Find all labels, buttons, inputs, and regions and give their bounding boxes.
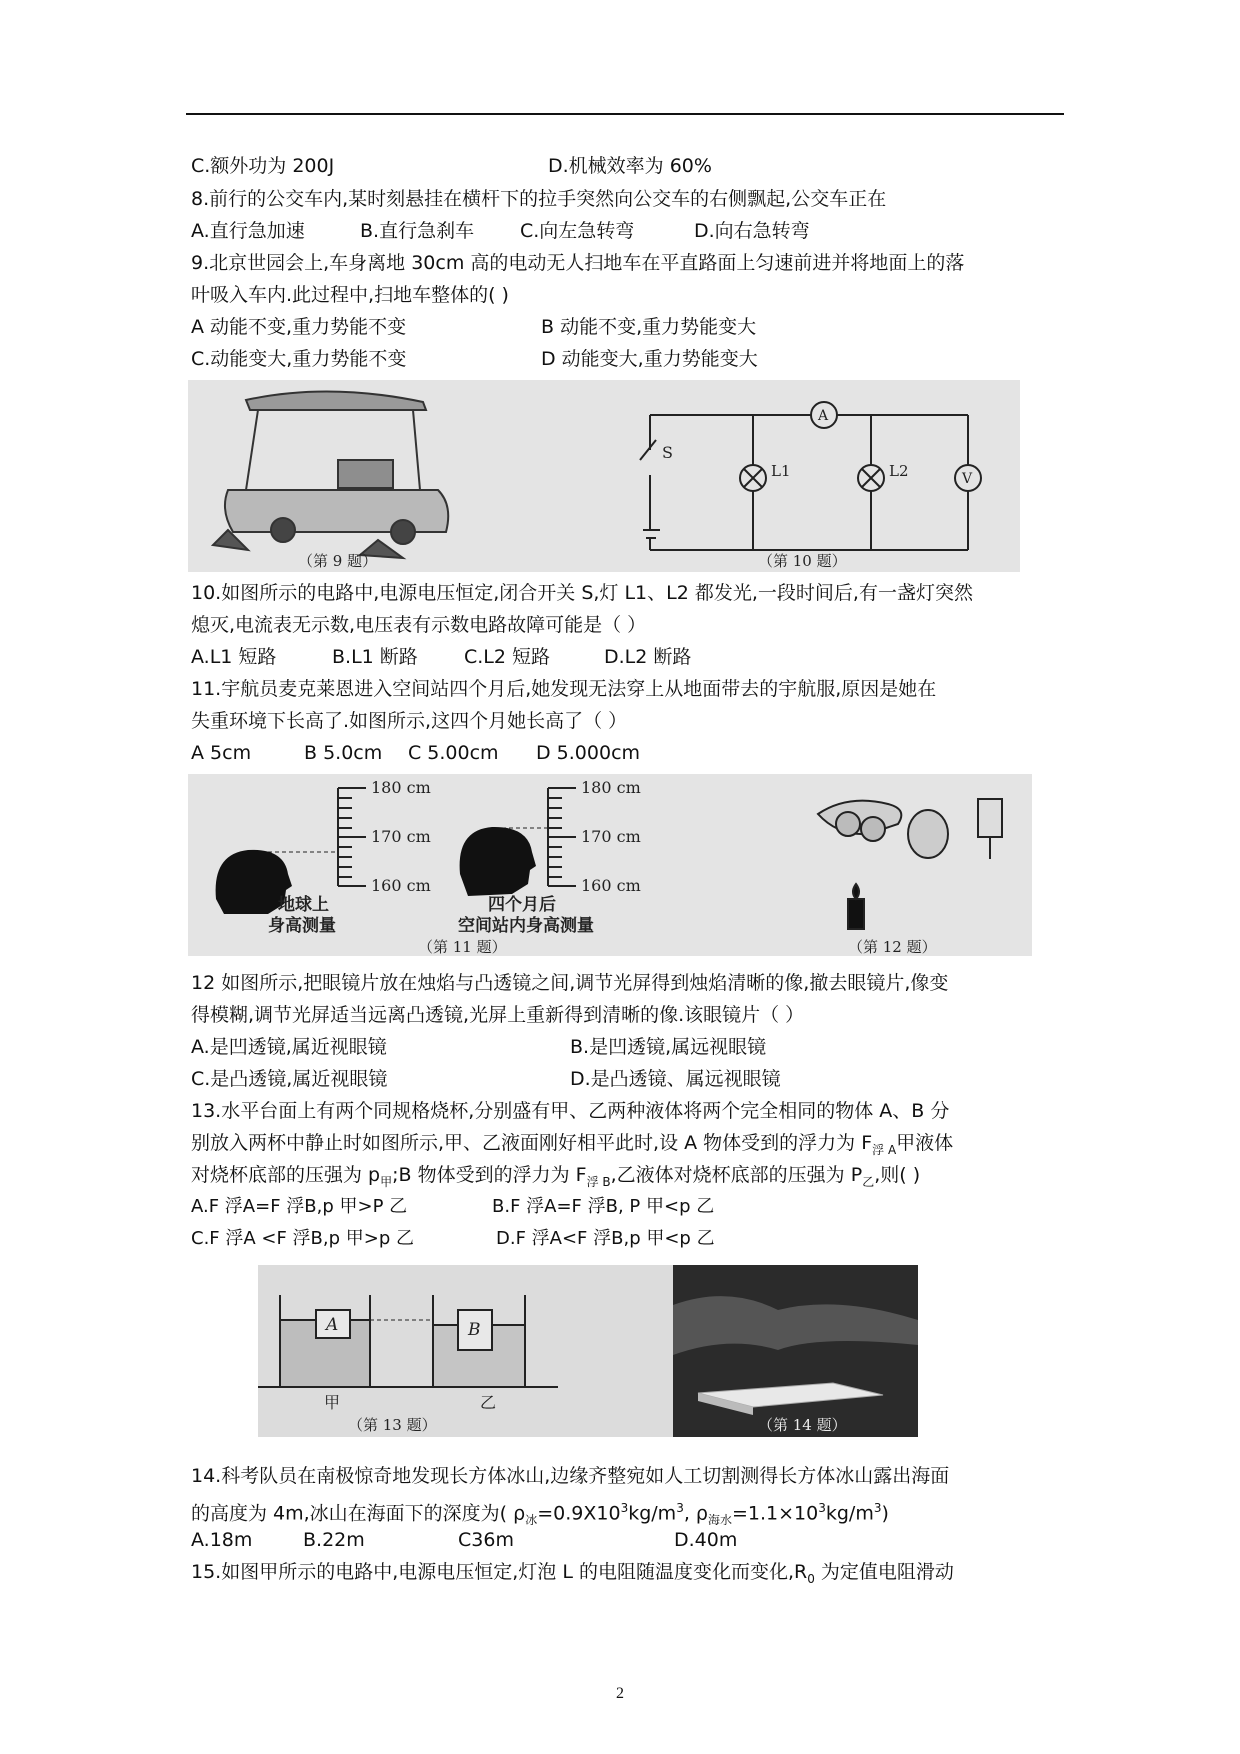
q11-option-a: A 5cm [191,742,252,764]
ruler1-170: 170 cm [371,827,431,846]
q10-stem-2: 熄灭,电流表无示数,电压表有示数电路故障可能是（ ） [191,614,647,636]
lamp-l1-label: L1 [771,462,791,480]
q11-option-d: D 5.000cm [536,742,641,764]
height-ruler-space [548,788,576,886]
q14-option-d: D.40m [674,1529,738,1551]
q13-option-d: D.F 浮A<F 浮B,p 甲<p 乙 [496,1228,715,1249]
ruler1-180: 180 cm [371,778,431,797]
q13-option-c: C.F 浮A <F 浮B,p 甲>p 乙 [191,1228,415,1249]
figure-14-caption: （第 14 题） [758,1416,847,1434]
q14-option-c: C36m [458,1529,514,1551]
q13-option-a: A.F 浮A=F 浮B,p 甲>P 乙 [191,1196,408,1217]
ruler2-170: 170 cm [581,827,641,846]
box-a-label: A [326,1315,339,1335]
ammeter-label: A [818,408,829,424]
q7-option-c: C.额外功为 200J [191,155,335,177]
iceberg-photo-background [673,1265,918,1437]
q14-stem-1: 14.科考队员在南极惊奇地发现长方体冰山,边缘齐整宛如人工切割测得长方体冰山露出海面 [191,1465,950,1487]
q10-option-b: B.L1 断路 [332,646,418,668]
page-number: 2 [616,1685,624,1702]
q14-option-a: A.18m [191,1529,253,1551]
figure-9-caption: （第 9 题） [298,552,378,570]
q8-option-a: A.直行急加速 [191,220,305,242]
q14-option-b: B.22m [303,1529,365,1551]
q12-option-d: D.是凸透镜、属远视眼镜 [570,1068,781,1090]
beaker-jia-label: 甲 [324,1393,341,1412]
space-label-1: 四个月后 [488,895,556,915]
header-rule [186,113,1064,115]
q13-stem-3: 对烧杯底部的压强为 $p_甲;B$ 物体受到的浮力为 $F_{浮 B}$,乙液体对烧杯底部的压强为 $P_乙$,则( ) [191,1164,921,1189]
ruler2-160: 160 cm [581,876,641,895]
figure-12-caption: （第 12 题） [848,938,937,956]
q13-stem-1: 13.水平台面上有两个同规格烧杯,分别盛有甲、乙两种液体将两个完全相同的物体 A、B 分 [191,1100,950,1122]
lens-experiment-illustration [818,799,1002,929]
q10-option-c: C.L2 短路 [464,646,551,668]
switch-label: S [662,443,673,462]
q14-stem-2: 的高度为 4m,冰山在海面下的深度为( $\rho_冰=0.9X10^3kg/m^3$, $\rho_{海水}=1.1\times 10^3kg/m^3$) [191,1501,889,1528]
q9-stem-2: 叶吸入车内.此过程中,扫地车整体的( ) [191,284,509,306]
q12-stem-2: 得模糊,调节光屏适当远离凸透镜,光屏上重新得到清晰的像.该眼镜片（ ） [191,1004,805,1026]
figure-11-caption: （第 11 题） [418,938,507,956]
figure-9-10 [188,380,1020,572]
q13-stem-2: 别放入两杯中静止时如图所示,甲、乙液面刚好相平此时,设 A 物体受到的浮力为 $F_{浮 A}$甲液体 [191,1132,954,1157]
q9-option-c: C.动能变大,重力势能不变 [191,348,407,370]
q10-stem-1: 10.如图所示的电路中,电源电压恒定,闭合开关 S,灯 L1、L2 都发光,一段时间后,有一盏灯突然 [191,582,973,604]
circuit-diagram [640,402,981,550]
q15-stem: 15.如图甲所示的电路中,电源电压恒定,灯泡 L 的电阻随温度变化而变化$,R_0$ 为定值电阻滑动 [191,1561,954,1586]
q9-option-b: B 动能不变,重力势能变大 [541,316,757,338]
ruler1-160: 160 cm [371,876,431,895]
earth-label-2: 身高测量 [268,916,336,936]
sweeper-illustration [213,391,448,558]
q8-stem: 8.前行的公交车内,某时刻悬挂在横杆下的拉手突然向公交车的右侧飘起,公交车正在 [191,188,887,210]
earth-label-1: 地球上 [278,895,329,915]
q8-option-b: B.直行急刹车 [360,220,475,242]
q11-stem-2: 失重环境下长高了.如图所示,这四个月她长高了（ ） [191,710,628,732]
q12-option-b: B.是凹透镜,属远视眼镜 [570,1036,767,1058]
ruler2-180: 180 cm [581,778,641,797]
q12-option-c: C.是凸透镜,属近视眼镜 [191,1068,388,1090]
space-label-2: 空间站内身高测量 [458,916,594,936]
head-silhouette-space [460,827,536,896]
q9-option-a: A 动能不变,重力势能不变 [191,316,407,338]
q9-stem-1: 9.北京世园会上,车身离地 30cm 高的电动无人扫地车在平直路面上匀速前进并将地面上的落 [191,252,965,274]
q11-stem-1: 11.宇航员麦克莱恩进入空间站四个月后,她发现无法穿上从地面带去的宇航服,原因是她在 [191,678,937,700]
q9-option-d: D 动能变大,重力势能变大 [541,348,758,370]
height-ruler-earth [338,788,366,886]
q11-option-c: C 5.00cm [408,742,499,764]
q13-option-b: B.F 浮A=F 浮B, P 甲<p 乙 [492,1196,715,1217]
lamp-l2-label: L2 [889,462,909,480]
q11-option-b: B 5.0cm [304,742,383,764]
figure-13-caption: （第 13 题） [348,1416,437,1434]
voltmeter-label: V [962,471,973,487]
q8-option-d: D.向右急转弯 [694,220,810,242]
figure-11-12 [188,774,1032,956]
q8-option-c: C.向左急转弯 [520,220,635,242]
q7-option-d: D.机械效率为 60% [548,155,712,177]
q10-option-d: D.L2 断路 [604,646,692,668]
box-b-label: B [468,1320,481,1340]
q12-stem-1: 12 如图所示,把眼镜片放在烛焰与凸透镜之间,调节光屏得到烛焰清晰的像,撤去眼镜片,像变 [191,972,949,994]
figure-13-14 [258,1265,918,1437]
q10-option-a: A.L1 短路 [191,646,277,668]
q12-option-a: A.是凹透镜,属近视眼镜 [191,1036,387,1058]
figure-10-caption: （第 10 题） [758,552,847,570]
beakers-illustration [258,1295,558,1387]
beaker-yi-label: 乙 [480,1393,497,1412]
